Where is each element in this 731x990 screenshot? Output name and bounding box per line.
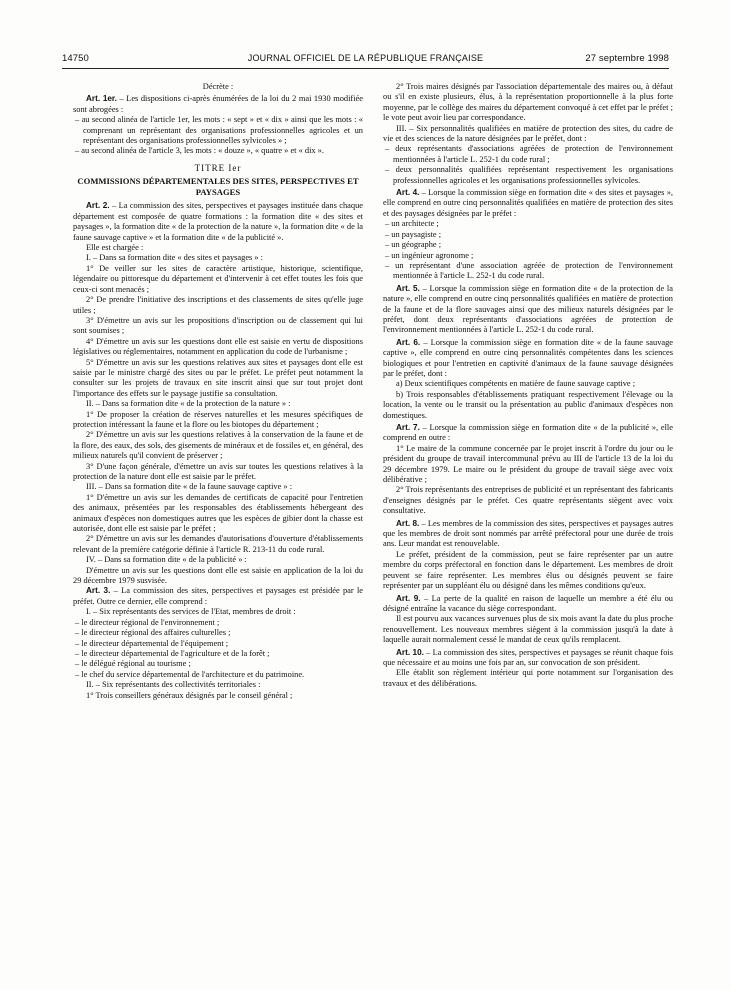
article-label: Art. 1er. bbox=[86, 94, 117, 104]
list-item: 1° Trois conseillers généraux désignés par le conseil général ; bbox=[86, 690, 293, 700]
article-text: – La commission des sites, perspectives et paysages instituée dans chaque département est composée de quatre formations : la formation dite « des sites et paysages », la formation dite « de la protection de la nature », la formation dite « de la faune sauvage captive » et la formation dite « de la publicité ». bbox=[73, 201, 363, 242]
article-text: – La perte de la qualité en raison de laquelle un membre a été élu ou désigné entraîne la vacance du siège correspondant. bbox=[383, 593, 673, 613]
article-9 bbox=[383, 594, 673, 615]
page-number: 14750 bbox=[62, 53, 89, 64]
article-label: Art. 4. bbox=[396, 188, 420, 198]
article-label: Art. 7. bbox=[396, 423, 420, 432]
list-item: 5° D'émettre un avis sur les questions relatives aux sites et paysages dont elle est saisie par le ministre chargé des sites ou par le préfet. Le préfet peut notamment la consulter sur les projets de travaux en site inscrit ainsi que sur tout projet dont l'importance des effets sur le paysage justifie sa consultation. bbox=[73, 357, 363, 398]
article-7 bbox=[383, 423, 673, 444]
list-item: 2° De prendre l'initiative des inscriptions et des classements de sites qu'elle juge utiles ; bbox=[73, 295, 363, 315]
list-item: 1° Le maire de la commune concernée par le projet inscrit à l'ordre du jour ou le président du groupe de travail intercommunal prévu au III de l'article 13 de la loi du 29 décembre 1979. Le maire ou le président du groupe de travail siège avec voix délibérative ; bbox=[383, 443, 673, 485]
article-label: Art. 8. bbox=[396, 518, 420, 528]
list-item: 1° De veiller sur les sites de caractère artistique, historique, scientifique, légendaire ou pittoresque du département et d'intervenir à cet effet toutes les fois que ceux-ci sont menacés ; bbox=[73, 263, 363, 294]
decrete-line: Décrète : bbox=[202, 82, 234, 91]
subsection-heading: III. – Six personnalités qualifiées en matière de protection des sites, du cadre de vie et des sciences de la nature désignées par le préfet, dont : bbox=[383, 123, 673, 144]
list-item: a) Deux scientifiques compétents en matière de faune sauvage captive ; bbox=[396, 379, 636, 389]
left-column bbox=[73, 82, 363, 701]
article-3 bbox=[73, 586, 363, 607]
paragraph: Elle est chargée : bbox=[86, 243, 144, 253]
article-text: – Les membres de la commission des sites, perspectives et paysages autres que les membres de droit sont nommés par arrêté préfectoral pour une durée de trois ans. Leur mandat est renouvelable. bbox=[383, 518, 673, 549]
section-heading: COMMISSIONS DÉPARTEMENTALES DES SITES, PERSPECTIVES ET PAYSAGES bbox=[77, 176, 359, 197]
paragraph: D'émettre un avis sur les questions dont elle est saisie en application de la loi du 29 décembre 1979 susvisée. bbox=[73, 565, 363, 586]
list-item: 4° D'émettre un avis sur les questions dont elle est saisie en vertu de dispositions législatives ou réglementaires, notamment en application du code de l'urbanisme ; bbox=[73, 336, 363, 357]
list-item: – au second alinéa de l'article 3, les mots : « douze », « quatre » et « dix ». bbox=[75, 146, 324, 156]
paragraph: Elle établit son règlement intérieur qui porte notamment sur l'organisation des travaux et des délibérations. bbox=[383, 668, 673, 688]
article-4 bbox=[383, 188, 673, 219]
list-item: – un paysagiste ; bbox=[385, 229, 442, 239]
article-text: – Lorsque la commission siège en formation dite « de la protection de la nature », elle comprend en outre cinq personnalités qualifiées en matière de protection de la faune et de la flore sauvages ainsi que des milieux naturels désignées par le préfet, dont deux représentants d'associations agréées de protection de l'environnement mentionnées à l'article L. 252-1 du code rural. bbox=[383, 283, 673, 335]
list-item: 2° D'émettre un avis sur les demandes d'autorisations d'ouverture d'établissements relevant de la première catégorie définie à l'article R. 213-11 du code rural. bbox=[73, 534, 363, 554]
list-item: – au second alinéa de l'article 1er, les mots : « sept » et « dix » ainsi que les mots : « comprenant un représentant des organisations professionnelles agricoles et un représentant des organisations professionnelles sylvicoles » ; bbox=[75, 115, 363, 146]
article-text: – La commission des sites, perspectives et paysages se réunit chaque fois que nécessaire et au moins une fois par an, sur convocation de son président. bbox=[383, 647, 673, 667]
article-5 bbox=[383, 284, 673, 336]
article-text: – La commission des sites, perspectives et paysages est présidée par le préfet. Outre ce dernier, elle comprend : bbox=[73, 586, 363, 606]
paragraph: Il est pourvu aux vacances survenues plus de six mois avant la date du plus proche renouvellement. Les nouveaux membres siègent à la commission jusqu'à la date à laquelle aurait normalement cessé le mandat de ceux qu'ils remplacent. bbox=[383, 614, 673, 645]
right-column bbox=[383, 82, 673, 689]
article-1 bbox=[73, 94, 363, 115]
list-item: – le chef du service départemental de l'architecture et du patrimoine. bbox=[75, 669, 305, 679]
list-item: 3° D'émettre un avis sur les propositions d'inscription ou de classement qui lui sont soumises ; bbox=[73, 315, 363, 336]
list-item: – deux personnalités qualifiées représentant respectivement les organisations professionnelles agricoles et les organisations professionnelles sylvicoles. bbox=[385, 165, 673, 185]
list-item: – le délégué régional au tourisme ; bbox=[75, 659, 191, 669]
subsection-heading: III. – Dans sa formation dite « de la faune sauvage captive » : bbox=[86, 482, 293, 492]
article-text: – Lorsque la commission siège en formation dite « des sites et paysages », elle comprend en outre cinq personnalités qualifiées en matière de protection des sites et des paysages désignées par le préfet : bbox=[383, 188, 673, 218]
list-item: – le directeur régional de l'environnement ; bbox=[75, 617, 220, 627]
article-text: – Lorsque la commission siège en formation dite « de la publicité », elle comprend en outre : bbox=[383, 423, 673, 443]
list-item: 1° De proposer la création de réserves naturelles et les mesures spécifiques de protection intéressant la faune et la flore ou les biotopes du département ; bbox=[73, 409, 363, 429]
article-label: Art. 6. bbox=[396, 337, 421, 347]
subsection-heading: I. – Six représentants des services de l'Etat, membres de droit : bbox=[86, 607, 296, 617]
subsection-heading: II. – Six représentants des collectivités territoriales : bbox=[86, 680, 261, 690]
paragraph: Le préfet, président de la commission, peut se faire représenter par un autre membre du corps préfectoral en fonction dans le département. Les membres de droit peuvent se faire représenter. Les membres élus ou désignés peuvent se faire représenter par un suppléant élu ou désigné dans les mêmes conditions qu'eux. bbox=[383, 549, 673, 591]
list-item: b) Trois responsables d'établissements pratiquant respectivement l'élevage ou la location, la vente ou le transit ou la présentation au public d'animaux d'espèces non domestiques. bbox=[383, 389, 673, 420]
article-label: Art. 9. bbox=[396, 593, 421, 603]
subsection-heading: I. – Dans sa formation dite « des sites et paysages » : bbox=[86, 253, 263, 263]
journal-title: JOURNAL OFFICIEL DE LA RÉPUBLIQUE FRANÇAISE bbox=[247, 53, 484, 63]
article-text: – Les dispositions ci-après énumérées de la loi du 2 mai 1930 modifiée sont abrogées : bbox=[73, 94, 363, 114]
article-text: – Lorsque la commission siège en formation dite « de la faune sauvage captive », elle comprend en outre cinq personnalités compétentes dans les sciences biologiques et pour l'entretien en captivité d'animaux de la faune sauvage désignées par le préfet, dont : bbox=[383, 337, 673, 378]
list-item: 1° D'émettre un avis sur les demandes de certificats de capacité pour l'entretien des animaux, présentées par les responsables des établissements hébergeant des animaux d'espèces non domestiques autres que les espèces de gibier dont la chasse est autorisée, dont elle est saisie par le préfet ; bbox=[73, 492, 363, 534]
titre-heading: TITRE Ier bbox=[194, 162, 242, 173]
article-label: Art. 3. bbox=[86, 586, 111, 596]
article-2 bbox=[73, 201, 363, 243]
list-item: 2° Trois représentants des entreprises de publicité et un représentant des fabricants d'enseignes désignés par le préfet. Ces quatre représentants siègent avec voix consultative. bbox=[383, 485, 673, 516]
publication-date: 27 septembre 1998 bbox=[585, 53, 669, 64]
list-item: – deux représentants d'associations agréées de protection de l'environnement mentionnées à l'article L. 252-1 du code rural ; bbox=[385, 144, 673, 164]
list-item: – le directeur départemental de l'équipement ; bbox=[75, 638, 229, 648]
article-6 bbox=[383, 338, 673, 380]
article-8 bbox=[383, 519, 673, 550]
list-item: 2° Trois maires désignés par l'association départementale des maires ou, à défaut ou s'il en existe plusieurs, élus, à la représentation proportionnelle à la plus forte moyenne, par le collège des maires du département convoqué à cet effet par le préfet ; le vote peut avoir lieu par correspondance. bbox=[383, 82, 673, 123]
subsection-heading: IV. – Dans sa formation dite « de la publicité » : bbox=[86, 555, 247, 565]
list-item: – un géographe ; bbox=[385, 240, 442, 250]
list-item: – le directeur départemental de l'agriculture et de la forêt ; bbox=[75, 648, 270, 658]
list-item: 2° D'émettre un avis sur les questions relatives à la conservation de la faune et de la flore, des eaux, des sols, des gisements de minéraux et de fossiles et, en général, des milieux naturels qu'il convient de préserver ; bbox=[73, 430, 364, 461]
article-10 bbox=[383, 648, 673, 669]
article-label: Art. 5. bbox=[396, 283, 420, 293]
article-label: Art. 10. bbox=[396, 647, 424, 657]
list-item: – un architecte ; bbox=[385, 219, 439, 229]
subsection-heading: II. – Dans sa formation dite « de la protection de la nature » : bbox=[86, 399, 291, 409]
list-item: – un ingénieur agronome ; bbox=[385, 250, 474, 260]
list-item: 3° D'une façon générale, d'émettre un avis sur toutes les questions relatives à la protection de la nature dont elle est saisie par le préfet. bbox=[73, 461, 363, 481]
header-rule bbox=[62, 68, 669, 69]
list-item: – le directeur régional des affaires culturelles ; bbox=[75, 628, 231, 638]
list-item: – un représentant d'une association agréée de protection de l'environnement mentionnée à l'article L. 252-1 du code rural. bbox=[385, 260, 673, 281]
article-label: Art. 2. bbox=[86, 201, 110, 211]
